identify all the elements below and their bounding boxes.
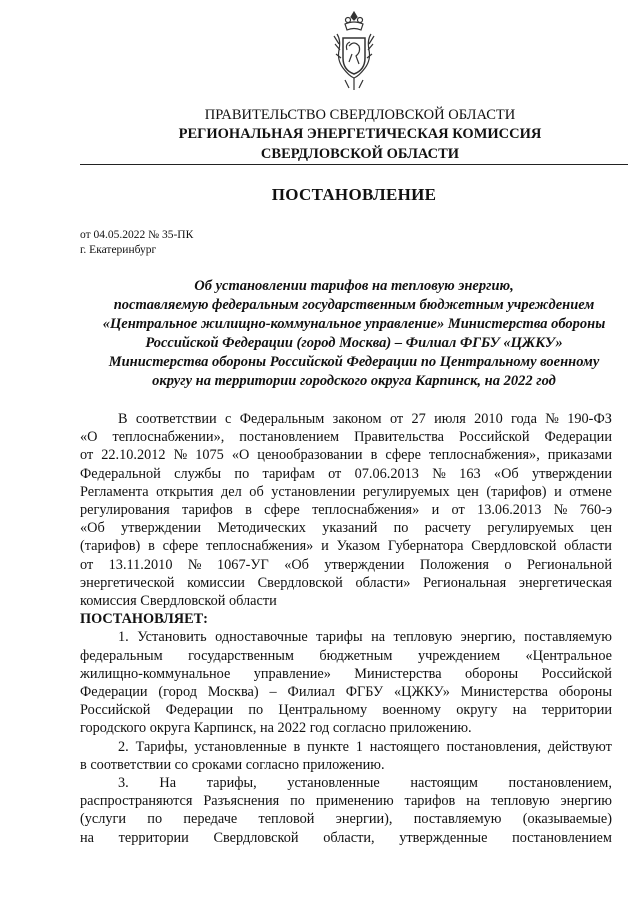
body-line: В соответствии с Федеральным законом от 27 июля 2010 года № 190-ФЗ	[118, 411, 612, 427]
date-and-number: от 04.05.2022 № 35-ПК	[80, 229, 194, 241]
subject-line: округу на территории городского округа Карпинск, на 2022 год	[152, 373, 556, 389]
body-line: регулирования тарифов в сфере теплоснабжения» и от 13.06.2013 № 760-э	[80, 502, 612, 519]
body-line: жилищно-коммунальное управление» Министерства обороны Российской	[80, 665, 612, 682]
body-line: (тарифов) в сфере теплоснабжения» и Указом Губернатора Свердловской области	[80, 538, 612, 555]
body-line: на территории Свердловской области, утвержденные постановлением	[80, 829, 612, 846]
resolution-keyword: ПОСТАНОВЛЯЕТ:	[80, 611, 208, 628]
body-line: Российской Федерации по Центральному военному округу на территории	[80, 702, 612, 719]
body-line: от 13.11.2010 № 1067-УГ «Об утверждении Положения о Региональной	[80, 556, 612, 573]
body-line: от 22.10.2012 № 1075 «О ценообразовании в сфере теплоснабжения», приказами	[80, 447, 612, 464]
body-line: «Об утверждении Методических указаний по расчету регулируемых цен	[80, 520, 612, 537]
body-line: Федерации (город Москва) – Филиал ФГБУ «ЦЖКУ» Министерства обороны	[80, 684, 612, 701]
city: г. Екатеринбург	[80, 244, 157, 256]
subject-line: Об установлении тарифов на тепловую энергию,	[194, 278, 514, 294]
body-line: распространяются Разъяснения по применению тарифов на тепловую энергию	[80, 793, 612, 810]
document-subject	[80, 277, 628, 391]
subject-line: «Центральное жилищно-коммунальное управление» Министерства обороны	[102, 316, 606, 332]
document-body	[80, 410, 612, 847]
government-name: ПРАВИТЕЛЬСТВО СВЕРДЛОВСКОЙ ОБЛАСТИ	[204, 107, 516, 123]
body-line: в соответствии со сроками согласно приложению.	[80, 756, 385, 773]
body-line: (услуги по передаче тепловой энергии), поставляемую (оказываемые)	[80, 811, 612, 828]
commission-name: РЕГИОНАЛЬНАЯ ЭНЕРГЕТИЧЕСКАЯ КОМИССИЯ	[178, 126, 542, 142]
subject-line: Российской Федерации (город Москва) – Филиал ФГБУ «ЦЖКУ»	[145, 335, 563, 351]
coat-of-arms-emblem	[333, 10, 375, 94]
body-line: Федеральной службы по тарифам от 07.06.2013 № 163 «Об утверждении	[80, 465, 612, 482]
body-line: «О теплоснабжении», постановлением Правительства Российской Федерации	[80, 429, 612, 446]
body-line: 1. Установить одноставочные тарифы на тепловую энергию, поставляемую	[118, 629, 612, 646]
body-line: 3. На тарифы, установленные настоящим постановлением,	[118, 775, 612, 792]
body-line: 2. Тарифы, установленные в пункте 1 настоящего постановления, действуют	[118, 738, 612, 755]
body-line: комиссия Свердловской области	[80, 593, 277, 610]
body-line: Регламента открытия дел об установлении регулируемых цен (тарифов) и отмене	[80, 483, 612, 500]
body-line: энергетической комиссии Свердловской области» Региональная энергетическая	[80, 574, 612, 591]
subject-line: поставляемую федеральным государственным бюджетным учреждением	[113, 297, 595, 313]
header-divider	[80, 164, 628, 165]
region-name: СВЕРДЛОВСКОЙ ОБЛАСТИ	[260, 146, 460, 162]
subject-line: Министерства обороны Российской Федерации по Центральному военному	[108, 354, 600, 370]
document-type-title: ПОСТАНОВЛЕНИЕ	[271, 185, 437, 204]
body-line: городского округа Карпинск, на 2022 год согласно приложению.	[80, 720, 472, 737]
body-line: федеральным государственным бюджетным учреждением «Центральное	[80, 647, 612, 664]
